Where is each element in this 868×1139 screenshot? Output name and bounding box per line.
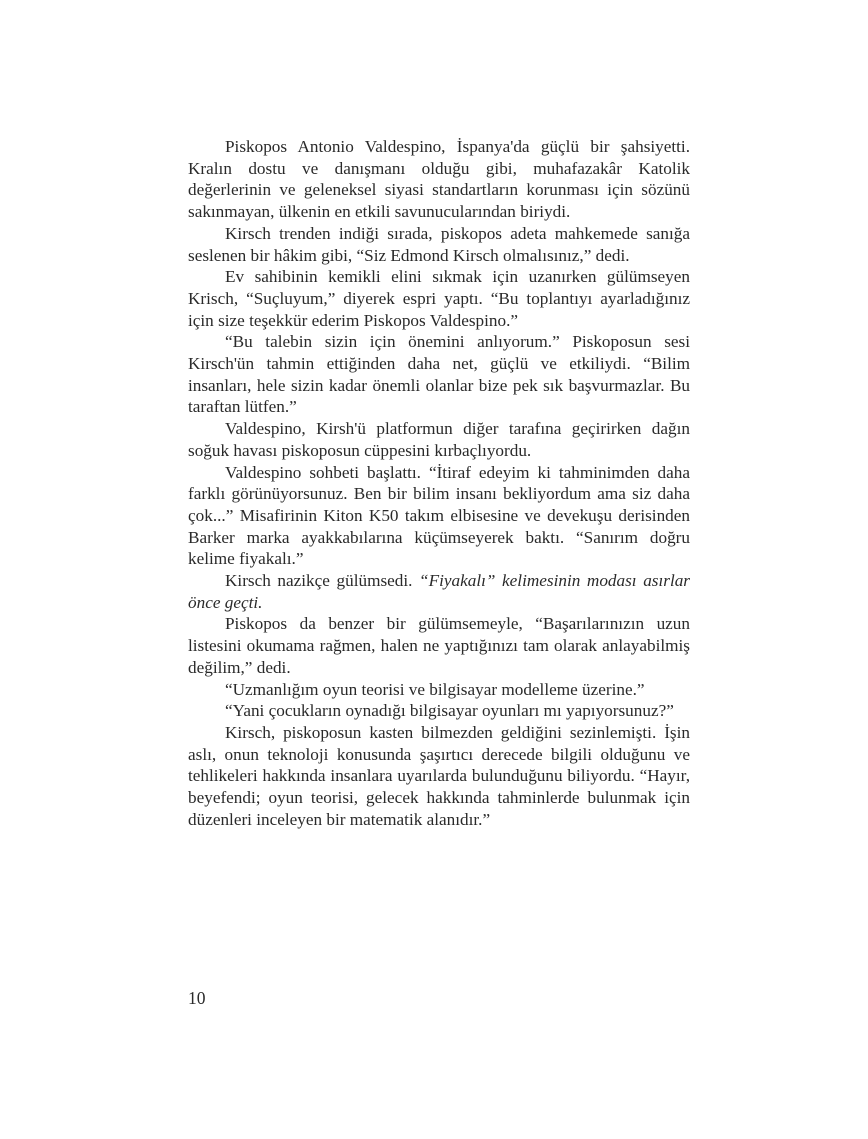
- paragraph: Piskopos Antonio Valdespino, İspanya'da güçlü bir şahsiyetti. Kralın dostu ve danışmanı olduğu gibi, muhafazakâr Katolik değerlerinin ve geleneksel siyasi standartların korunması için sözünü sakınmayan, ülkenin en etkili savunucularından biriydi.: [188, 137, 690, 222]
- paragraph: “Yani çocukların oynadığı bilgisayar oyunları mı yapıyorsunuz?”: [225, 701, 674, 721]
- paragraph-text: Kirsch nazikçe gülümsedi.: [225, 571, 420, 591]
- paragraph: “Bu talebin sizin için önemini anlıyorum.” Piskoposun sesi Kirsch'ün tahmin ettiğinden daha net, güçlü ve etkiliydi. “Bilim insanları, hele sizin kadar önemli olanlar bize pek sık başvurmazlar. Bu taraftan lütfen.”: [188, 332, 690, 417]
- paragraph: [188, 570, 690, 613]
- paragraph: Valdespino sohbeti başlattı. “İtiraf edeyim ki tahminimden daha farklı görünüyorsunuz. Ben bir bilim insanı bekliyordum ama siz daha çok...” Misafirinin Kiton K50 takım elbisesine ve devekuşu derisinden Barker marka ayakkabılarına küçümseyerek baktı. “Sanırım doğru kelime fiyakalı.”: [188, 462, 690, 569]
- paragraph: “Uzmanlığım oyun teorisi ve bilgisayar modelleme üzerine.”: [225, 679, 645, 699]
- paragraph: Kirsch, piskoposun kasten bilmezden geldiğini sezinlemişti. İşin aslı, onun teknoloji konusunda şaşırtıcı derecede bilgili olduğunu ve tehlikeleri hakkında insanlara uyarılarda bulunduğunu biliyordu. “Hayır, beyefendi; oyun teorisi, gelecek hakkında tahminlerde bulunmak için düzenleri inceleyen bir matematik alanıdır.”: [188, 722, 690, 829]
- book-page-body: [188, 136, 690, 831]
- paragraph: Valdespino, Kirsh'ü platformun diğer tarafına geçirirken dağın soğuk havası piskoposun cüppesini kırbaçlıyordu.: [188, 419, 690, 460]
- paragraph: Kirsch trenden indiği sırada, piskopos adeta mahkemede sanığa seslenen bir hâkim gibi, “Siz Edmond Kirsch olmalısınız,” dedi.: [188, 223, 690, 265]
- paragraph: Ev sahibinin kemikli elini sıkmak için uzanırken gülümseyen Krisch, “Suçluyum,” diyerek espri yaptı. “Bu toplantıyı ayarladığınız için size teşekkür ederim Piskopos Valdespino.”: [188, 267, 690, 330]
- page-number: 10: [188, 988, 206, 1008]
- paragraph: Piskopos da benzer bir gülümsemeyle, “Başarılarınızın uzun listesini okumama rağmen, halen ne yaptığınızı tam olarak anlayabilmiş değilim,” dedi.: [188, 614, 690, 677]
- italic-thought: “Fiyakalı” kelimesinin modası asırlar önce geçti.: [188, 571, 690, 612]
